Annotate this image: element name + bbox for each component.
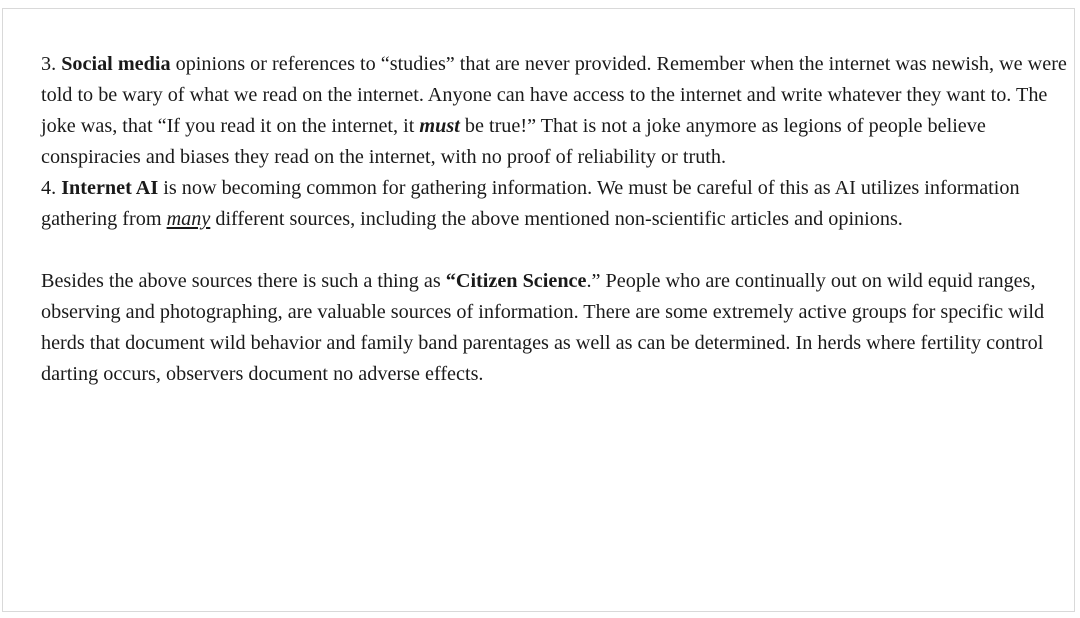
item-number: 4. (41, 177, 62, 199)
document-body (41, 49, 1071, 390)
emphasis-many: many (166, 208, 211, 230)
paragraph-citizen-science (41, 266, 1071, 390)
paragraph-spacer (41, 235, 1071, 266)
paragraph-text: .” People who are continually out on wild equid ranges, observing and photographing, are valuable sources of information. There are some extremely active groups for specific wild herds that document wild behavior and family band parentages as well as can be determined. In herds where fertility control darting occurs, observers document no adverse effects. (41, 270, 1045, 385)
item-number: 3. (41, 53, 62, 75)
item-text: opinions or references to “studies” that are never provided. Remember when the internet was newish, we were told to be wary of what we read on the internet. Anyone can have access to the internet and write whatever they want to. The joke was, that “If you read it on the internet, it (41, 53, 1067, 137)
document-page (2, 8, 1075, 612)
list-item-internet-ai (41, 173, 1071, 235)
bold-term-internet-ai: Internet AI (61, 177, 159, 199)
item-text: be true!” That is not a joke anymore as legions of people believe conspiracies and biases they read on the internet, with no proof of reliability or truth. (41, 115, 986, 168)
bold-term-citizen-science: “Citizen Science (445, 270, 587, 292)
bold-term-social-media: Social media (61, 53, 171, 75)
paragraph-text: Besides the above sources there is such a thing as (41, 270, 446, 292)
item-text: is now becoming common for gathering information. We must be careful of this as AI utilizes information gathering from (41, 177, 1020, 230)
emphasis-must: must (419, 115, 460, 137)
item-text: different sources, including the above mentioned non-scientific articles and opinions. (210, 208, 903, 230)
list-item-social-media (41, 49, 1071, 173)
